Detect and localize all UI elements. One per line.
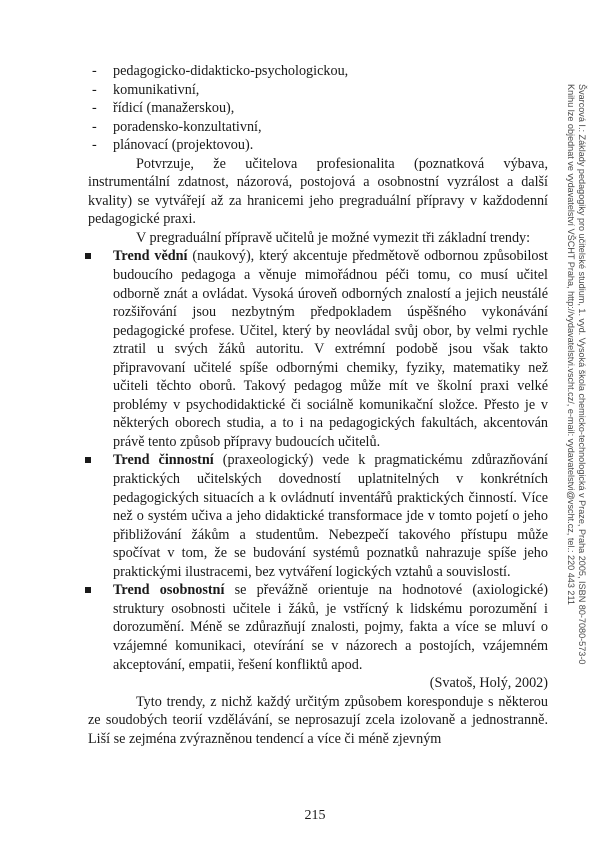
list-item-text: poradensko-konzultativní, (113, 118, 262, 135)
competence-list (88, 62, 548, 155)
trend-term: Trend vědní (113, 248, 188, 265)
dash-bullet: - (92, 63, 97, 79)
page-number: 215 (304, 808, 326, 823)
square-bullet-icon (85, 587, 91, 593)
trend-text: (praxeologický) vede k pragmatickému zdůrazňování praktických učitelských dovedností uplatnitelných v konkrétních pedagogických situacích a k ovládnutí inventářů praktických činností. Více než o systém učiva a jeho didaktické transformace jde v tomto pojetí o jeho přibližování žákům a studentům. Nebezpečí takového přístupu může spočívat v tom, že se budování systémů poznatků nahrazuje spíše jeho praktickými ilustracemi, bez vytváření logických vztahů a souvislostí. (113, 452, 548, 580)
trend-text: se převážně orientuje na hodnotové (axiologické) struktury osobnosti učitele i žáků, je vstřícný k lidskému porozumění i dorozumění. Méně se zdůrazňují znalosti, pojmy, fakta a více se mluví o vzájemné komunikaci, otevírání se v názorech a postojích, vzájemném akceptování, empatii, řešení konfliktů apod. (113, 582, 548, 673)
trend-item (88, 451, 548, 581)
list-item (88, 81, 548, 100)
trends-list (88, 247, 548, 674)
sidebar-publication-info (565, 84, 587, 665)
list-item-text: pedagogicko-didakticko-psychologickou, (113, 63, 349, 79)
list-item (88, 62, 548, 81)
list-item-text: řídicí (manažerskou), (113, 100, 235, 117)
paragraph-trends-intro: V pregraduální přípravě učitelů je možné vymezit tři základní trendy: (136, 229, 531, 246)
list-item (88, 99, 548, 118)
list-item-text: komunikativní, (113, 81, 200, 98)
list-item (88, 118, 548, 137)
trend-text: (naukový), který akcentuje předmětově odbornou způsobilost budoucího pedagoga a věnuje mimořádnou péči tomu, co musí učitel odborně znát a ovládat. Vysoká úroveň odborných znalostí a jejich neustálé rozšiřování jsou nezbytným předpokladem úspěšného vykonávání pedagogické profese. Učitel, který by neovládal svůj obor, by velmi rychle ztratil u svých žáků autoritu. V extrémní podobě jsou však takto připravovaní učitelé spíše odbornými chemiky, fyziky, matematiky než učiteli těchto oborů. Takový pedagog může mít ve školní praxi velké problémy v psychodidaktické či sociálně komunikační složce. Přesto je v některých oborech studia, a to i na pedagogických fakultách, akcentován právě tento způsob přípravy budoucích učitelů. (113, 248, 548, 450)
paragraph-conclusion: Tyto trendy, z nichž každý určitým způsobem koresponduje s některou ze soudobých teorií vzdělávání, se neprosazují zcela izolovaně a jednostranně. Liší se zejména zvýrazněnou tendencí a více či méně zjevným (88, 693, 548, 747)
sidebar-citation-line: Švarcová I.: Základy pedagogiky pro učitelské studium, 1. vyd. Vysoká škola chemicko-technologická v Praze, Praha 2005, ISBN 80-7080-573-0 (577, 84, 587, 665)
trend-term: Trend osobnostní (113, 582, 225, 599)
square-bullet-icon (85, 457, 91, 463)
dash-bullet: - (92, 81, 97, 98)
citation: (Svatoš, Holý, 2002) (429, 675, 548, 692)
document-page (88, 62, 548, 748)
dash-bullet: - (92, 100, 97, 117)
trend-item (88, 247, 548, 451)
dash-bullet: - (92, 137, 97, 154)
list-item (88, 136, 548, 155)
square-bullet-icon (85, 253, 91, 259)
paragraph-professionalism: Potvrzuje, že učitelova profesionalita (poznatková výbava, instrumentální zdatnost, názorová, postojová a osobnostní vyzrálost a další kvality) se vytvářejí až za hranicemi jeho pregraduální přípravy v každodenní pedagogické praxi. (88, 155, 548, 228)
sidebar-order-line: Knihu lze objednat ve vydavatelství VŠCHT Praha, http://vydavatelstvi.vscht.cz/, e-mail: vydavatelstvi@vscht.cz, tel.: 220 443 211 (566, 84, 576, 605)
trend-item (88, 581, 548, 674)
dash-bullet: - (92, 118, 97, 135)
trend-term: Trend činnostní (113, 452, 214, 469)
list-item-text: plánovací (projektovou). (113, 137, 254, 154)
